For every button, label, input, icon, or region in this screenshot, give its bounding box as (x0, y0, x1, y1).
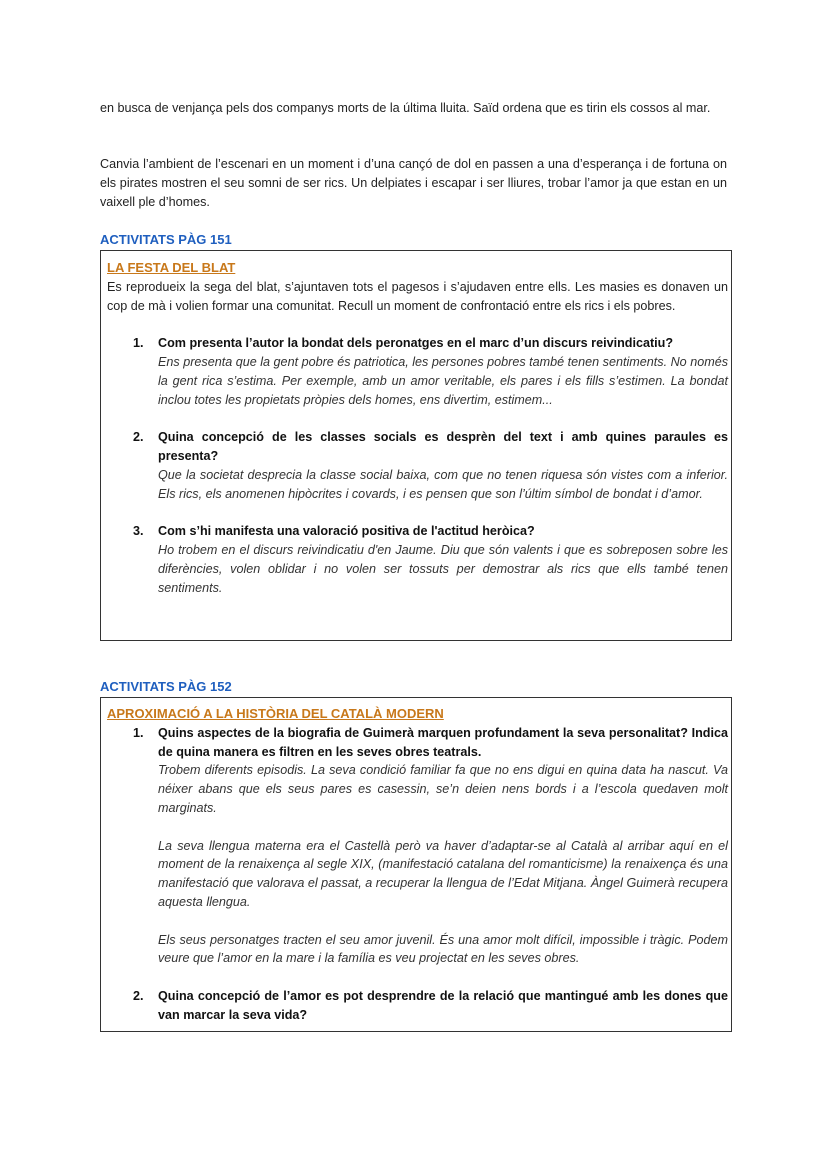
question-number: 2. (133, 988, 144, 1003)
question-list (107, 334, 728, 597)
question-number: 2. (133, 430, 144, 445)
question-text: Quina concepció de l’amor es pot desprendre de la relació que mantingué amb les dones que van marcar la seva vida? (158, 988, 728, 1022)
question-item (107, 334, 728, 409)
question-text: Quins aspectes de la biografia de Guimerà marquen profundament la seva personalitat? Indica de quina manera es filtren en les seves obres teatrals. (158, 725, 728, 759)
intro-paragraph-2: Canvia l’ambient de l’escenari en un moment i d’una cançó de dol en passen a una d’esperança i de fortuna on els pirates mostren el seu somni de ser rics. Un delpiates i escapar i ser lliures, trobar l’amor ja que estan en un vaixell ple d’homes. (100, 157, 727, 209)
box-summary: Es reprodueix la sega del blat, s’ajuntaven tots el pagesos i s’ajudaven entre ells. Les masies es donaven un cop de mà i volien formar una comunitat. Recull un moment de confrontació entre els rics i els pobres. (107, 279, 728, 313)
question-number: 3. (133, 524, 144, 539)
answer-text: Ho trobem en el discurs reivindicatiu d'en Jaume. Diu que són valents i que es sobreposen sobre les diferències, volen oblidar i no volen ser tossuts per demostrar als rics que ells també tenen sentiments. (158, 543, 728, 595)
question-number: 1. (133, 336, 144, 351)
answer-text: Trobem diferents episodis. La seva condició familiar fa que no ens digui en quina data ha nascut. Va néixer abans que els seus pares es casessin, se’n deien nens bords i a l’escola quedaven molt marginats. (158, 763, 728, 815)
section-heading-151: ACTIVITATS PÀG 151 (100, 232, 232, 247)
question-item (107, 724, 728, 968)
question-text: Com presenta l’autor la bondat dels peronatges en el marc d’un discurs reivindicatiu? (158, 336, 674, 351)
question-number: 1. (133, 725, 144, 740)
question-text: Com s’hi manifesta una valoració positiva de l'actitud heròica? (158, 524, 535, 539)
question-list (107, 724, 728, 1025)
answer-text: Ens presenta que la gent pobre és patriotica, les persones pobres també tenen sentiments. No només la gent rica s’estima. Per exemple, amb un amor veritable, els pares i els fills s’estimen. La bondat inclou totes les propietats pròpies dels homes, ens divertim, estimem... (158, 355, 728, 407)
question-item (107, 428, 728, 503)
question-item (107, 987, 728, 1025)
answer-text: Els seus personatges tracten el seu amor juvenil. És una amor molt difícil, impossible i tràgic. Podem veure que l’amor en la mare i la família es veu projectat en les seves obres. (158, 932, 728, 966)
box-title: APROXIMACIÓ A LA HISTÒRIA DEL CATALÀ MODERN (107, 706, 444, 721)
activity-box-151 (100, 250, 732, 641)
question-item (107, 522, 728, 597)
answer-text: Que la societat desprecia la classe social baixa, com que no tenen riquesa són vistes com a inferior. Els rics, els anomenen hipòcrites i covards, i es pensen que son l’últim símbol de bondat i d’amor. (158, 467, 728, 501)
intro-paragraph-1: en busca de venjança pels dos companys morts de la última lluita. Saïd ordena que es tirin els cossos al mar. (100, 101, 711, 115)
box-title: LA FESTA DEL BLAT (107, 260, 236, 275)
activity-box-152 (100, 697, 732, 1032)
answer-text: La seva llengua materna era el Castellà però va haver d’adaptar-se al Català al arribar aquí en el moment de la renaixença al segle XIX, (manifestació catalana del romanticisme) la renaixença és una manifestació que valorava el passat, a recuperar la llengua de l’Edat Mitjana. Àngel Guimerà recupera aquesta llengua. (158, 838, 728, 909)
question-text: Quina concepció de les classes socials es desprèn del text i amb quines paraules es presenta? (158, 430, 728, 464)
section-heading-152: ACTIVITATS PÀG 152 (100, 679, 232, 694)
